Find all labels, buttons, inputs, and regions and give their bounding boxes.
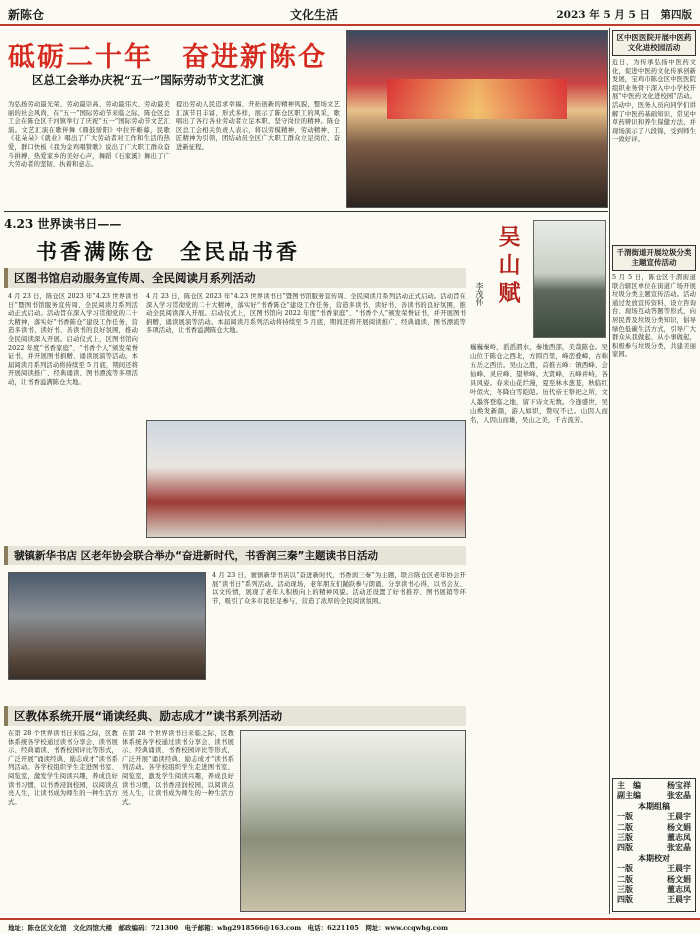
footer-contact: 地址：陈仓区文化馆 文化四馆大楼 邮政编码：721300 电子邮箱：whg2918566@163.com 电话：6221105 网址：www.ccqwhg.com (8, 924, 448, 932)
issue-date: 2023 年 5 月 5 日 第四版 (556, 9, 692, 21)
lead-text-col2: 提出劳动人民追求幸福、开拓创新的精神风貌，整场文艺汇演节目丰富、形式多样，展示了陈仓区职工的风采，歌唱出了各行各业劳动者立足本职、坚守岗位的精神。陈仓区总工会相关负责人表示，将以劳模精神、劳动精神、工匠精神为引领，团结动员全区广大职工群众立足岗位、奋进新征程。 (176, 101, 340, 151)
credit-row: 四版 王晨宇 (617, 895, 691, 905)
reading-day-headline: 书香满陈仓 全民品书香 (36, 240, 300, 264)
credit-row: 本期校对 (638, 853, 670, 863)
article-c-text-col2: 在第 28 个世界读书日来临之际，区教体系统各学校通过读书分享会、读书展示、经典诵读、书香校园评比等形式，广泛开展“诵读经典、励志成才”读书系列活动。各学校组织学生走进图书室、阅览室，激发学生阅读兴趣，养成良好读书习惯，以书香浸润校园，以阅读点亮人生，让读书成为师生的一种生活方式。 (122, 730, 234, 806)
page-footer (0, 918, 700, 934)
credit-row: 一版 王晨宇 (617, 812, 691, 822)
credit-row: 副主编 张宏晶 (617, 791, 691, 801)
article-a-text-cont: 4 月 23 日，陈仓区 2023 年“4.23 世界读书日”暨图书馆服务宣传周、全民阅读月系列活动正式启动。活动旨在深入学习贯彻党的二十大精神，落实好“书香陈仓”建设工作任务，营造多读书、读好书、善读书的良好氛围，推动全民阅读深入开展。启动仪式上，区图书馆向 2022 年度“书香家庭”、“书香个人”颁发荣誉证书，并开展图书捐赠、诵读展演等活动。本届阅读月系列活动将持续至 5 月底，期间还将开展阅读推广、经典诵读、图书漂流等多项活动，让书香溢满陈仓大地。 (146, 293, 466, 335)
credit-row: 本期组稿 (638, 801, 670, 811)
lead-text-col1: 为弘扬劳动最光荣、劳动最崇高、劳动最伟大、劳动最美丽的社会风尚，在“五一”国际劳动节来临之际，陈仓区总工会在陈仓区千河镇举行了庆祝“五一”国际劳动节文艺汇演。文艺汇演在歌伴舞《鼎鼓骄阳》中拉开帷幕，民歌《花朵朵》《就业》唱出了广大劳动者对工作和生活的热爱，群口快板《我为金鸡唱赞歌》说出了广大职工群众奋斗拼搏、热爱家乡的美好心声，舞蹈《石家溪》舞出了广大劳动者的坚韧、执着和意志。 (8, 101, 170, 169)
column-rule (609, 28, 610, 914)
paper-name: 新陈仓 (8, 8, 45, 22)
article-c-heading: 区教体系统开展“诵读经典、励志成才”读书系列活动 (4, 706, 466, 726)
section-divider (4, 211, 608, 212)
credit-row: 二版 杨文娟 (617, 822, 691, 832)
article-b-text: 4 月 23 日，虢镇新华书店以“奋进新时代，书香润三秦”为主题，联合陈仓区老年协会开展“读书日”系列活动。活动现场，老年朋友们踊跃参与朗诵、分享读书心得，以书会友、以文传情，展现了老年人积极向上的精神风貌。活动还设置了好书推荐、图书展销等环节，吸引了众多市民驻足参与，营造了浓厚的全民阅读氛围。 (212, 572, 466, 605)
library-event-photo (146, 420, 466, 538)
performance-photo (346, 30, 608, 208)
bookstore-photo (8, 572, 206, 680)
credits-box (612, 778, 696, 912)
page-header (0, 0, 700, 26)
section-name: 文化生活 (290, 8, 339, 22)
poem-text: 巍巍秦岭，滔滔渭水，秦地西部，美哉陈仓。吴山位于陈仓之西北，方圆百里，峰峦叠嶂，古称五岳之西岳。吴山之胜，首推五峰：镇西峰、会仙峰、灵应峰、望辇峰、大贤峰，五峰并峙，各具风姿。春来山花烂漫，夏至林木葱茏，秋临红叶似火，冬降白雪皑皑。历代帝王祭祀之所，文人墨客登临之地，留下诗文无数。今逢盛世，吴山焕发新颜，游人如织，赞叹不已。山因人而名，人因山而雄，吴山之美，千古流芳。 (470, 343, 608, 424)
article-b-heading: 虢镇新华书店 区老年协会联合举办“奋进新时代，书香润三秦”主题读书日活动 (4, 546, 466, 565)
news-box-1-text: 近日，为传承弘扬中医药文化，促进中医药文化传承创新发展，宝鸡市陈仓区中医医院组织业务骨干深入中小学校开展“中医药文化进校园”活动。活动中，医务人员向同学们讲解了中医药基础知识、常见中草药辨识和养生保健方法，并现场演示了八段锦，受到师生一致好评。 (612, 59, 696, 144)
poem-author: 李茂怀 (475, 282, 484, 306)
credit-row: 二版 杨文娟 (617, 874, 691, 884)
students-reading-photo (240, 730, 466, 912)
news-box-2-title: 千渭街道开展垃圾分类主题宣传活动 (612, 245, 696, 271)
news-box-2-text: 5 月 5 日，陈仓区千渭街道联合辖区单位在街道广场开展垃圾分类主题宣传活动。活动通过发放宣传资料、设立咨询台、现场互动答题等形式，向居民普及垃圾分类知识，倡导绿色低碳生活方式，引导广大群众从我做起、从小事做起，积极参与垃圾分类，共建美丽家园。 (612, 274, 696, 359)
mountain-image (533, 220, 606, 338)
credit-row: 三版 董志凤 (617, 885, 691, 895)
article-a-heading: 区图书馆启动服务宣传周、全民阅读月系列活动 (4, 268, 466, 288)
credit-row: 三版 董志凤 (617, 833, 691, 843)
lead-headline: 砥砺二十年 奋进新陈仓 (8, 42, 327, 73)
reading-day-tag: 4.23 世界读书日—— (4, 217, 122, 231)
lead-subheadline: 区总工会举办庆祝“五一”国际劳动节文艺汇演 (32, 73, 264, 87)
article-a-text: 4 月 23 日，陈仓区 2023 年“4.23 世界读书日”暨图书馆服务宣传周、全民阅读月系列活动正式启动。活动旨在深入学习贯彻党的二十大精神，落实好“书香陈仓”建设工作任务，营造多读书、读好书、善读书的良好氛围，推动全民阅读深入开展。启动仪式上，区图书馆向 2022 年度“书香家庭”、“书香个人”颁发荣誉证书，并开展图书捐赠、诵读展演等活动。本届阅读月系列活动将持续至 5 月底，期间还将开展阅读推广、经典诵读、图书漂流等多项活动，让书香溢满陈仓大地。 (8, 293, 138, 386)
credit-row: 主 编 杨宝祥 (617, 781, 691, 790)
right-column (612, 30, 696, 674)
poem-title: 吴山赋 (495, 225, 521, 309)
article-c-text: 在第 28 个世界读书日来临之际，区教体系统各学校通过读书分享会、读书展示、经典诵读、书香校园评比等形式，广泛开展“诵读经典、励志成才”读书系列活动。各学校组织学生走进图书室、阅览室，激发学生阅读兴趣，养成良好读书习惯，以书香浸润校园，以阅读点亮人生，让读书成为师生的一种生活方式。 (8, 730, 118, 806)
credit-row: 四版 张宏晶 (617, 843, 691, 853)
credit-row: 一版 王晨宇 (617, 864, 691, 874)
news-box-1-title: 区中医医院开展中医药文化进校园活动 (612, 30, 696, 56)
